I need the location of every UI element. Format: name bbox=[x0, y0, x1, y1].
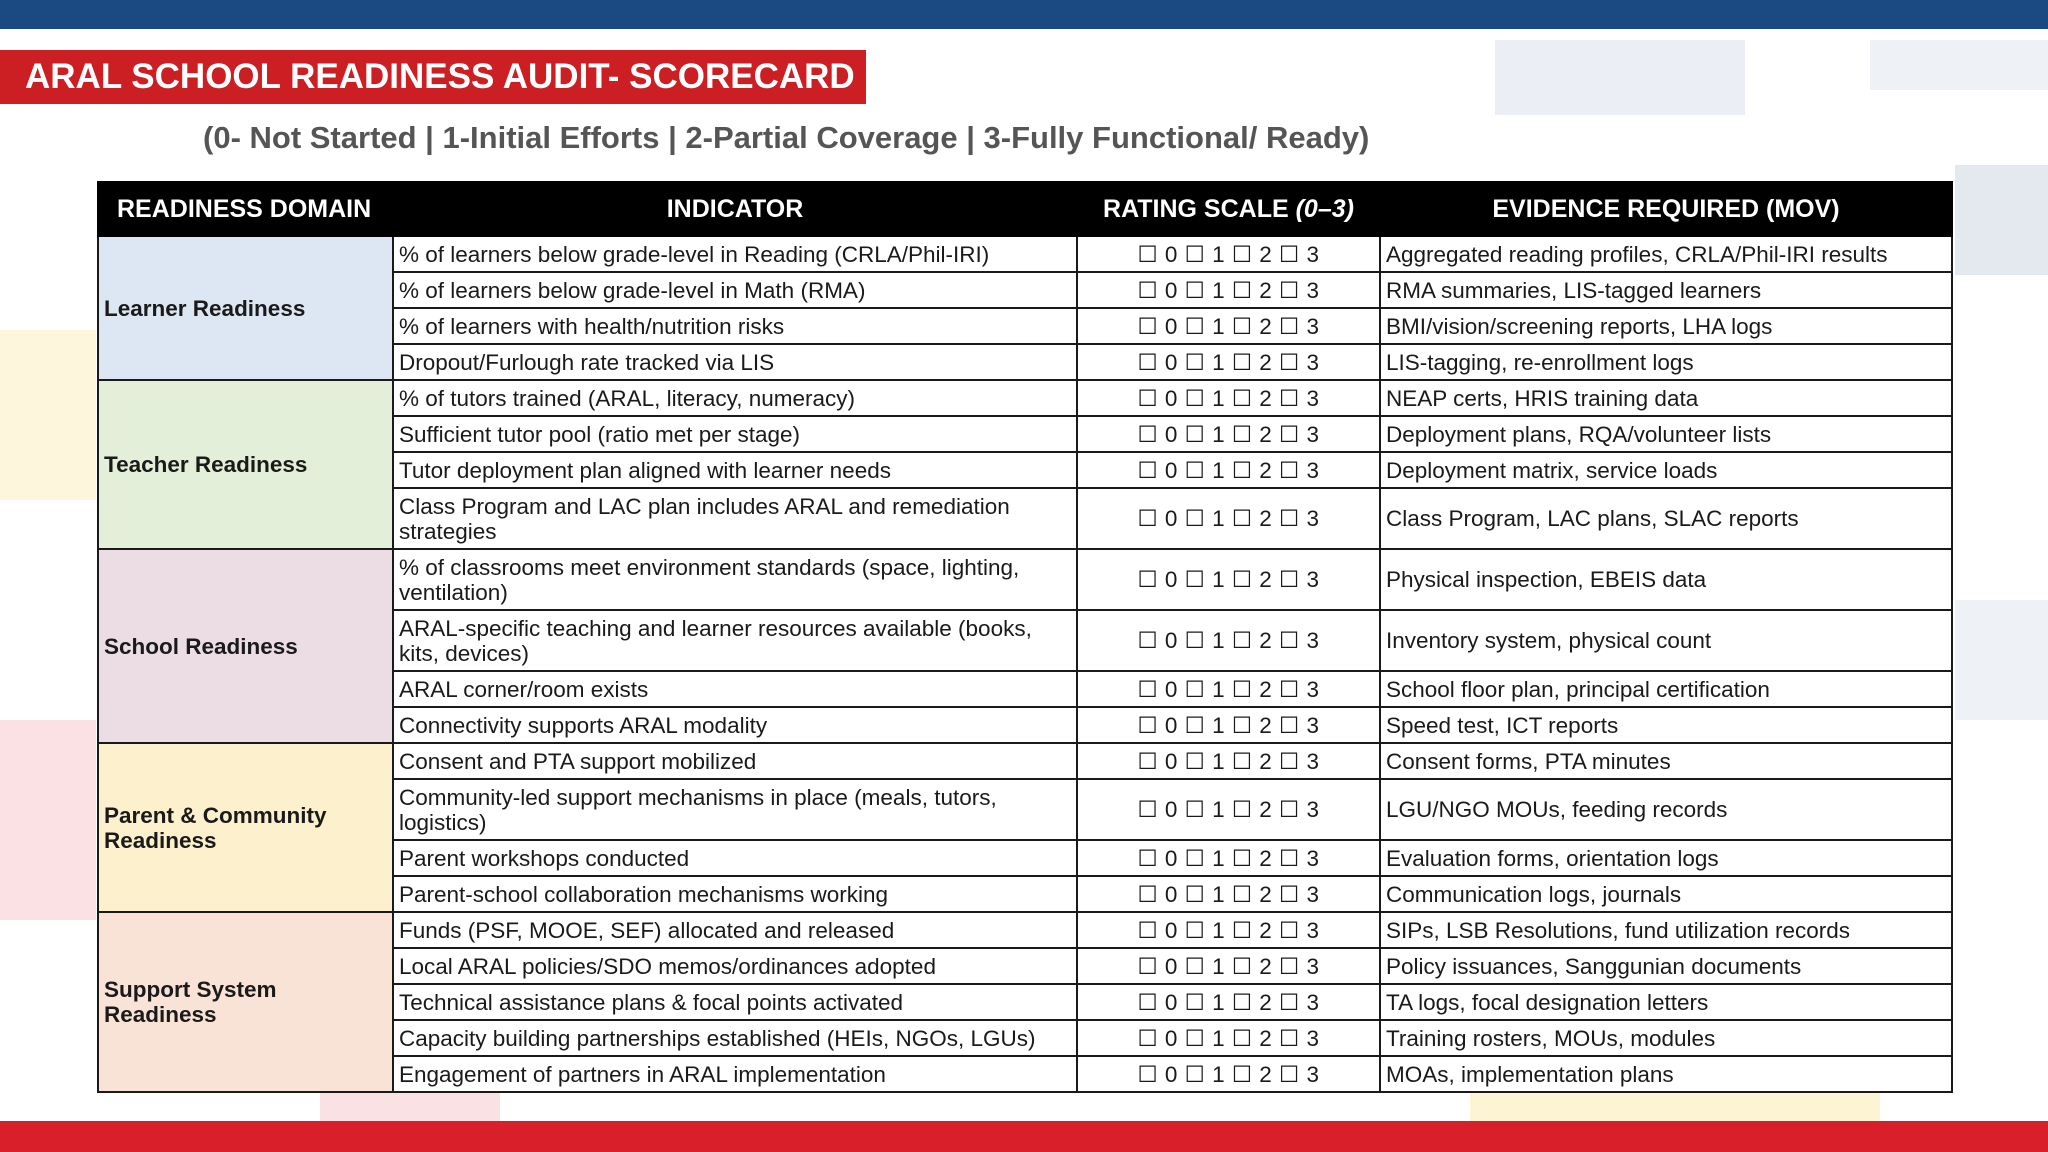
indicator-cell: Capacity building partnerships established (HEIs, NGOs, LGUs) bbox=[393, 1020, 1077, 1056]
indicator-cell: % of tutors trained (ARAL, literacy, numeracy) bbox=[393, 380, 1077, 416]
domain-support-system-readiness: Support System Readiness bbox=[98, 912, 393, 1092]
rating-checkboxes[interactable]: ☐ 0 ☐ 1 ☐ 2 ☐ 3 bbox=[1077, 779, 1380, 840]
indicator-cell: Sufficient tutor pool (ratio met per stage) bbox=[393, 416, 1077, 452]
rating-checkboxes[interactable]: ☐ 0 ☐ 1 ☐ 2 ☐ 3 bbox=[1077, 236, 1380, 272]
rating-checkboxes[interactable]: ☐ 0 ☐ 1 ☐ 2 ☐ 3 bbox=[1077, 671, 1380, 707]
table-row bbox=[98, 743, 1952, 779]
indicator-cell: Parent workshops conducted bbox=[393, 840, 1077, 876]
evidence-cell: Communication logs, journals bbox=[1380, 876, 1952, 912]
indicator-cell: Class Program and LAC plan includes ARAL and remediation strategies bbox=[393, 488, 1077, 549]
rating-checkboxes[interactable]: ☐ 0 ☐ 1 ☐ 2 ☐ 3 bbox=[1077, 488, 1380, 549]
evidence-cell: TA logs, focal designation letters bbox=[1380, 984, 1952, 1020]
page-title: ARAL SCHOOL READINESS AUDIT- SCORECARD bbox=[0, 50, 866, 104]
indicator-cell: Community-led support mechanisms in place (meals, tutors, logistics) bbox=[393, 779, 1077, 840]
header-indicator: INDICATOR bbox=[393, 182, 1077, 236]
indicator-cell: Technical assistance plans & focal points activated bbox=[393, 984, 1077, 1020]
evidence-cell: School floor plan, principal certification bbox=[1380, 671, 1952, 707]
evidence-cell: NEAP certs, HRIS training data bbox=[1380, 380, 1952, 416]
rating-checkboxes[interactable]: ☐ 0 ☐ 1 ☐ 2 ☐ 3 bbox=[1077, 876, 1380, 912]
domain-teacher-readiness: Teacher Readiness bbox=[98, 380, 393, 549]
table-row bbox=[98, 912, 1952, 948]
evidence-cell: SIPs, LSB Resolutions, fund utilization records bbox=[1380, 912, 1952, 948]
rating-checkboxes[interactable]: ☐ 0 ☐ 1 ☐ 2 ☐ 3 bbox=[1077, 308, 1380, 344]
rating-scale-range: (0–3) bbox=[1295, 194, 1354, 223]
indicator-cell: Funds (PSF, MOOE, SEF) allocated and released bbox=[393, 912, 1077, 948]
decor-square bbox=[0, 330, 96, 500]
indicator-cell: % of learners below grade-level in Math (RMA) bbox=[393, 272, 1077, 308]
evidence-cell: Physical inspection, EBEIS data bbox=[1380, 549, 1952, 610]
indicator-cell: ARAL corner/room exists bbox=[393, 671, 1077, 707]
rating-checkboxes[interactable]: ☐ 0 ☐ 1 ☐ 2 ☐ 3 bbox=[1077, 610, 1380, 671]
rating-checkboxes[interactable]: ☐ 0 ☐ 1 ☐ 2 ☐ 3 bbox=[1077, 272, 1380, 308]
evidence-cell: LIS-tagging, re-enrollment logs bbox=[1380, 344, 1952, 380]
evidence-cell: Deployment matrix, service loads bbox=[1380, 452, 1952, 488]
evidence-cell: LGU/NGO MOUs, feeding records bbox=[1380, 779, 1952, 840]
evidence-cell: Consent forms, PTA minutes bbox=[1380, 743, 1952, 779]
rating-checkboxes[interactable]: ☐ 0 ☐ 1 ☐ 2 ☐ 3 bbox=[1077, 1020, 1380, 1056]
scorecard-table bbox=[97, 181, 1953, 1093]
header-evidence: EVIDENCE REQUIRED (MOV) bbox=[1380, 182, 1952, 236]
indicator-cell: Connectivity supports ARAL modality bbox=[393, 707, 1077, 743]
rating-checkboxes[interactable]: ☐ 0 ☐ 1 ☐ 2 ☐ 3 bbox=[1077, 452, 1380, 488]
decor-square bbox=[1955, 165, 2048, 275]
header-readiness-domain: READINESS DOMAIN bbox=[98, 182, 393, 236]
rating-checkboxes[interactable]: ☐ 0 ☐ 1 ☐ 2 ☐ 3 bbox=[1077, 912, 1380, 948]
indicator-cell: Consent and PTA support mobilized bbox=[393, 743, 1077, 779]
decor-square bbox=[1870, 40, 2048, 90]
decor-square bbox=[1470, 1092, 1880, 1121]
evidence-cell: Speed test, ICT reports bbox=[1380, 707, 1952, 743]
rating-legend: (0- Not Started | 1-Initial Efforts | 2-Partial Coverage | 3-Fully Functional/ Ready) bbox=[203, 120, 1370, 155]
evidence-cell: Policy issuances, Sanggunian documents bbox=[1380, 948, 1952, 984]
rating-checkboxes[interactable]: ☐ 0 ☐ 1 ☐ 2 ☐ 3 bbox=[1077, 840, 1380, 876]
header-rating-scale bbox=[1077, 182, 1380, 236]
indicator-cell: ARAL-specific teaching and learner resources available (books, kits, devices) bbox=[393, 610, 1077, 671]
evidence-cell: BMI/vision/screening reports, LHA logs bbox=[1380, 308, 1952, 344]
decor-square bbox=[0, 720, 96, 920]
domain-school-readiness: School Readiness bbox=[98, 549, 393, 743]
rating-checkboxes[interactable]: ☐ 0 ☐ 1 ☐ 2 ☐ 3 bbox=[1077, 743, 1380, 779]
indicator-cell: Engagement of partners in ARAL implementation bbox=[393, 1056, 1077, 1092]
rating-checkboxes[interactable]: ☐ 0 ☐ 1 ☐ 2 ☐ 3 bbox=[1077, 416, 1380, 452]
rating-checkboxes[interactable]: ☐ 0 ☐ 1 ☐ 2 ☐ 3 bbox=[1077, 948, 1380, 984]
decor-square bbox=[1955, 600, 2048, 720]
rating-checkboxes[interactable]: ☐ 0 ☐ 1 ☐ 2 ☐ 3 bbox=[1077, 707, 1380, 743]
rating-checkboxes[interactable]: ☐ 0 ☐ 1 ☐ 2 ☐ 3 bbox=[1077, 344, 1380, 380]
indicator-cell: % of learners with health/nutrition risks bbox=[393, 308, 1077, 344]
header-row bbox=[98, 182, 1952, 236]
decor-square bbox=[1495, 40, 1745, 115]
evidence-cell: Class Program, LAC plans, SLAC reports bbox=[1380, 488, 1952, 549]
domain-learner-readiness: Learner Readiness bbox=[98, 236, 393, 380]
table-row bbox=[98, 236, 1952, 272]
indicator-cell: Parent-school collaboration mechanisms working bbox=[393, 876, 1077, 912]
rating-checkboxes[interactable]: ☐ 0 ☐ 1 ☐ 2 ☐ 3 bbox=[1077, 549, 1380, 610]
bottom-bar bbox=[0, 1121, 2048, 1152]
decor-square bbox=[320, 1092, 500, 1121]
indicator-cell: Dropout/Furlough rate tracked via LIS bbox=[393, 344, 1077, 380]
top-bar bbox=[0, 0, 2048, 29]
rating-checkboxes[interactable]: ☐ 0 ☐ 1 ☐ 2 ☐ 3 bbox=[1077, 1056, 1380, 1092]
indicator-cell: % of learners below grade-level in Reading (CRLA/Phil-IRI) bbox=[393, 236, 1077, 272]
domain-parent-community-readiness: Parent & Community Readiness bbox=[98, 743, 393, 912]
table-row bbox=[98, 549, 1952, 610]
rating-checkboxes[interactable]: ☐ 0 ☐ 1 ☐ 2 ☐ 3 bbox=[1077, 380, 1380, 416]
evidence-cell: Training rosters, MOUs, modules bbox=[1380, 1020, 1952, 1056]
evidence-cell: Evaluation forms, orientation logs bbox=[1380, 840, 1952, 876]
evidence-cell: MOAs, implementation plans bbox=[1380, 1056, 1952, 1092]
indicator-cell: Local ARAL policies/SDO memos/ordinances adopted bbox=[393, 948, 1077, 984]
evidence-cell: Deployment plans, RQA/volunteer lists bbox=[1380, 416, 1952, 452]
rating-checkboxes[interactable]: ☐ 0 ☐ 1 ☐ 2 ☐ 3 bbox=[1077, 984, 1380, 1020]
indicator-cell: Tutor deployment plan aligned with learner needs bbox=[393, 452, 1077, 488]
evidence-cell: Inventory system, physical count bbox=[1380, 610, 1952, 671]
evidence-cell: Aggregated reading profiles, CRLA/Phil-IRI results bbox=[1380, 236, 1952, 272]
table-row bbox=[98, 380, 1952, 416]
rating-scale-label: RATING SCALE bbox=[1103, 194, 1296, 223]
indicator-cell: % of classrooms meet environment standards (space, lighting, ventilation) bbox=[393, 549, 1077, 610]
evidence-cell: RMA summaries, LIS-tagged learners bbox=[1380, 272, 1952, 308]
